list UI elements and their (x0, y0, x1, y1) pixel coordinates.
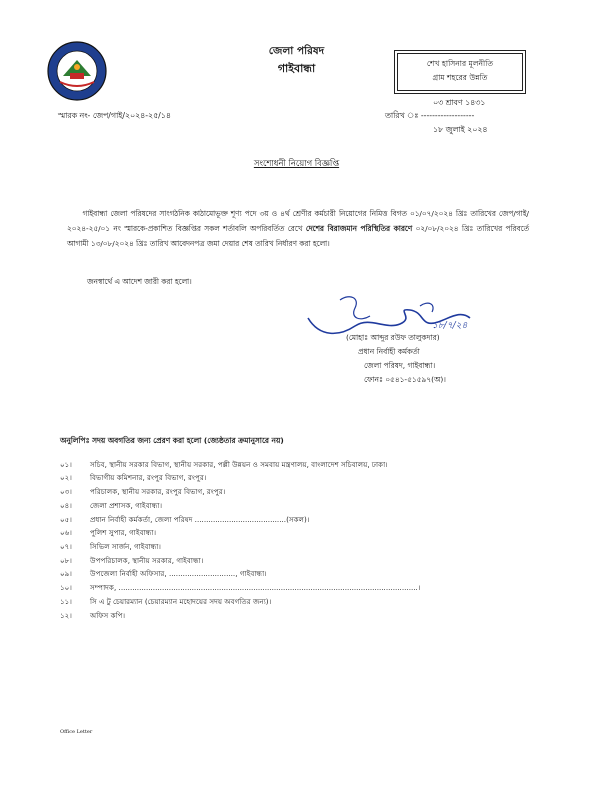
list-item: ১২। অফিস কপি। (60, 611, 126, 620)
list-item: ০৪। জেলা প্রশাসক, গাইবান্ধা। (60, 501, 163, 510)
signature-date: ১৮/৭/২৪ (432, 321, 468, 331)
date-english: ১৮ জুলাই ২০২৪ (433, 125, 488, 134)
body-text-2: ০২/০৮/২০২৪ খ্রিঃ তারিখের পরিবর্তে আগামী ১৩/০৮/২০২৪ খ্রিঃ তারিখ আবেদনপত্র জমা দেয়ার শেষ তারিখ নির্ধারণ করা হলো। (67, 224, 529, 248)
list-item: ১১। সি এ টু চেয়ারম্যান (চেয়ারম্যান মহোদয়ের সদয় অবগতির জন্য)। (60, 597, 272, 606)
body-text-bold: দেশের বিরাজমান পরিস্থিতির কারণে (305, 224, 413, 233)
list-item: ০৩। পরিচালক, স্থানীয় সরকার, রংপুর বিভাগ, রংপুর। (60, 487, 226, 496)
signatory-designation: প্রধান নির্বাহী কর্মকর্তা (358, 347, 420, 356)
district-name: গাইবান্ধা (277, 62, 316, 75)
list-item: ০৭। সিভিল সার্জন, গাইবান্ধা। (60, 542, 161, 551)
date-label: তারিখ ঃ ------------------- (385, 111, 475, 120)
office-name: জেলা পরিষদ (268, 45, 325, 57)
list-item: ১০। সম্পাদক, ...................................................................................................................................। (60, 583, 421, 592)
list-item: ০৬। পুলিশ সুপার, গাইবান্ধা। (60, 528, 157, 537)
signatory-office: জেলা পরিষদ, গাইবান্ধা। (364, 361, 436, 370)
slogan-line-2: গ্রাম শহরের উন্নতি (432, 73, 488, 82)
memo-number: স্মারক নং- জেপ/গাই/২০২৪-২৫/১৪ (58, 111, 171, 120)
signatory-phone: ফোনঃ ০৫৪১-৫১৫৯৭(অ)। (364, 375, 446, 384)
footer-label: Office Letter (60, 729, 93, 735)
public-interest-line: জনস্বার্থে এ আদেশ জারী করা হলো। (87, 277, 192, 286)
signature-block (346, 331, 446, 387)
list-item: ০৫। প্রধান নির্বাহী কর্মকর্তা, জেলা পরিষদ ........................................(সকল)। (60, 515, 310, 524)
list-item: ০৯। উপজেলা নির্বাহী অফিসার, ............................., গাইবান্ধা। (60, 569, 267, 578)
list-item: ০২। বিভাগীয় কমিশনার, রংপুর বিভাগ, রংপুর। (60, 473, 207, 482)
list-item: ০১। সচিব, স্থানীয় সরকার বিভাগ, স্থানীয় সরকার, পল্লী উন্নয়ন ও সমবায় মন্ত্রণালয়, বাংলাদেশ সচিবালয়, ঢাকা। (60, 460, 388, 469)
list-item: ০৮। উপপরিচালক, স্থানীয় সরকার, গাইবান্ধা। (60, 556, 204, 565)
date-bangla: ০৩ শ্রাবণ ১৪৩১ (433, 98, 486, 107)
copy-heading: অনুলিপিঃ সদয় অবগতির জন্য প্রেরণ করা হলো (জ্যেষ্ঠতার ক্রমানুসারে নয়) (60, 436, 284, 445)
body-text-1: গাইবান্ধা জেলা পরিষদের সাংগঠনিক কাঠামোভূক্ত শূণ্য পদে ৩য় ও ৪র্থ শ্রেণীর কর্মচারী নিয়োগের নিমিত্ত বিগত ০১/০৭/২০২৪ খ্রিঃ তারিখের জেপ/গাই/২০২৪-২৫/০১ নং স্মারকে-প্রকাশিত বিজ্ঞপ্তির সকল শর্তাবলি অপরিবর্তিত রেখে (67, 209, 529, 233)
slogan-box (397, 53, 523, 91)
signatory-name: (মোহাঃ আব্দুর রউফ তালুকদার) (346, 333, 440, 342)
slogan-line-1: শেখ হাসিনার মূলনীতি (426, 59, 494, 68)
notice-title: সংশোধনী নিয়োগ বিজ্ঞপ্তি (253, 158, 340, 168)
notice-body (67, 206, 529, 251)
